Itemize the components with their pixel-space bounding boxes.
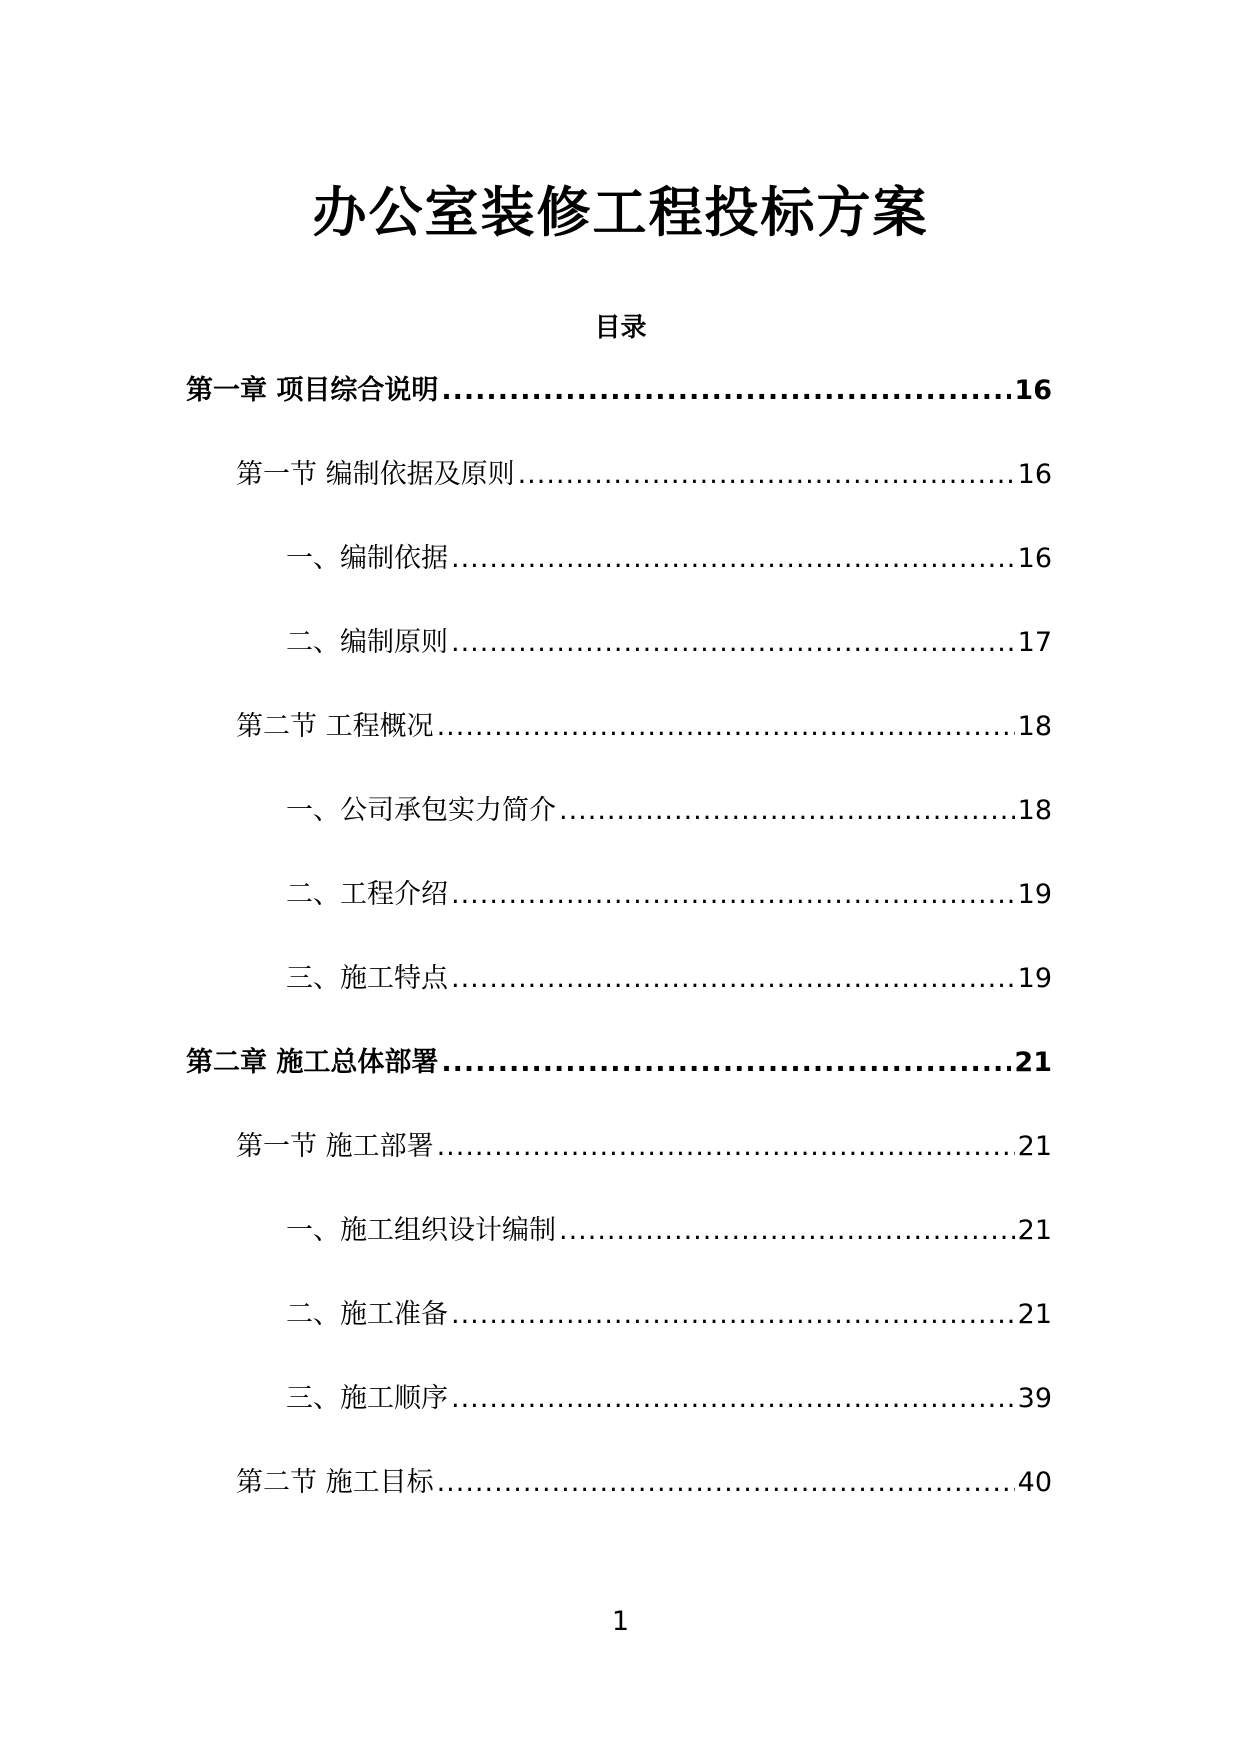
toc-entry-label: 第二节 工程概况 [236, 711, 434, 742]
toc-entry-label: 三、施工特点 [286, 963, 448, 994]
toc-entry-chapter[interactable] [0, 1041, 1241, 1125]
toc-entry-page: 16 [1017, 459, 1052, 490]
toc-entry-subsection[interactable] [0, 789, 1241, 873]
toc-entry-page: 21 [1017, 1299, 1052, 1330]
toc-entry-page: 39 [1017, 1383, 1052, 1414]
toc-entry-page: 16 [1014, 375, 1052, 406]
toc-entry-label: 二、施工准备 [286, 1299, 448, 1330]
toc-dot-leader [518, 453, 1015, 497]
toc-dot-leader [437, 705, 1015, 749]
toc-entry-label: 一、公司承包实力简介 [286, 795, 556, 826]
toc-entry-page: 21 [1017, 1215, 1052, 1246]
page-number: 1 [611, 1606, 630, 1637]
toc-entry-label: 二、工程介绍 [286, 879, 448, 910]
toc-entry-label: 第二节 施工目标 [236, 1467, 434, 1498]
toc-dot-leader [451, 1293, 1015, 1337]
toc-entry-page: 19 [1017, 879, 1052, 910]
toc-dot-leader [441, 369, 1011, 413]
toc-dot-leader [451, 621, 1015, 665]
toc-entry-subsection[interactable] [0, 873, 1241, 957]
toc-entry-subsection[interactable] [0, 1293, 1241, 1377]
toc-dot-leader [559, 789, 1015, 833]
toc-heading: 目录 [594, 313, 647, 343]
toc-entry-label: 一、施工组织设计编制 [286, 1215, 556, 1246]
toc-entry-section[interactable] [0, 1125, 1241, 1209]
toc-entry-page: 40 [1017, 1467, 1052, 1498]
toc-entry-section[interactable] [0, 705, 1241, 789]
toc-entry-subsection[interactable] [0, 957, 1241, 1041]
toc-entry-subsection[interactable] [0, 1209, 1241, 1293]
toc-entry-chapter[interactable] [0, 369, 1241, 453]
toc-entry-label: 第一节 施工部署 [236, 1131, 434, 1162]
toc-entry-page: 21 [1014, 1047, 1052, 1078]
toc-entry-page: 17 [1017, 627, 1052, 658]
document-title: 办公室装修工程投标方案 [312, 181, 929, 244]
toc-entry-page: 16 [1017, 543, 1052, 574]
toc-entry-label: 第一节 编制依据及原则 [236, 459, 515, 490]
toc-entry-label: 第一章 项目综合说明 [186, 375, 439, 406]
toc-entry-label: 一、编制依据 [286, 543, 448, 574]
toc-entry-label: 第二章 施工总体部署 [186, 1047, 439, 1078]
toc-entry-label: 二、编制原则 [286, 627, 448, 658]
toc-entry-subsection[interactable] [0, 537, 1241, 621]
toc-entry-section[interactable] [0, 453, 1241, 537]
toc-entry-page: 18 [1017, 711, 1052, 742]
toc-dot-leader [451, 873, 1015, 917]
toc-dot-leader [437, 1461, 1015, 1505]
toc-dot-leader [451, 957, 1015, 1001]
toc-entry-subsection[interactable] [0, 1377, 1241, 1461]
toc-entry-label: 三、施工顺序 [286, 1383, 448, 1414]
toc-entry-page: 19 [1017, 963, 1052, 994]
toc-entry-subsection[interactable] [0, 621, 1241, 705]
toc-entry-page: 21 [1017, 1131, 1052, 1162]
toc-dot-leader [451, 537, 1015, 581]
toc-dot-leader [451, 1377, 1015, 1421]
toc-entry-page: 18 [1017, 795, 1052, 826]
toc-dot-leader [437, 1125, 1015, 1169]
table-of-contents [0, 369, 1241, 1545]
toc-entry-section[interactable] [0, 1461, 1241, 1545]
toc-dot-leader [559, 1209, 1015, 1253]
toc-dot-leader [441, 1041, 1011, 1085]
